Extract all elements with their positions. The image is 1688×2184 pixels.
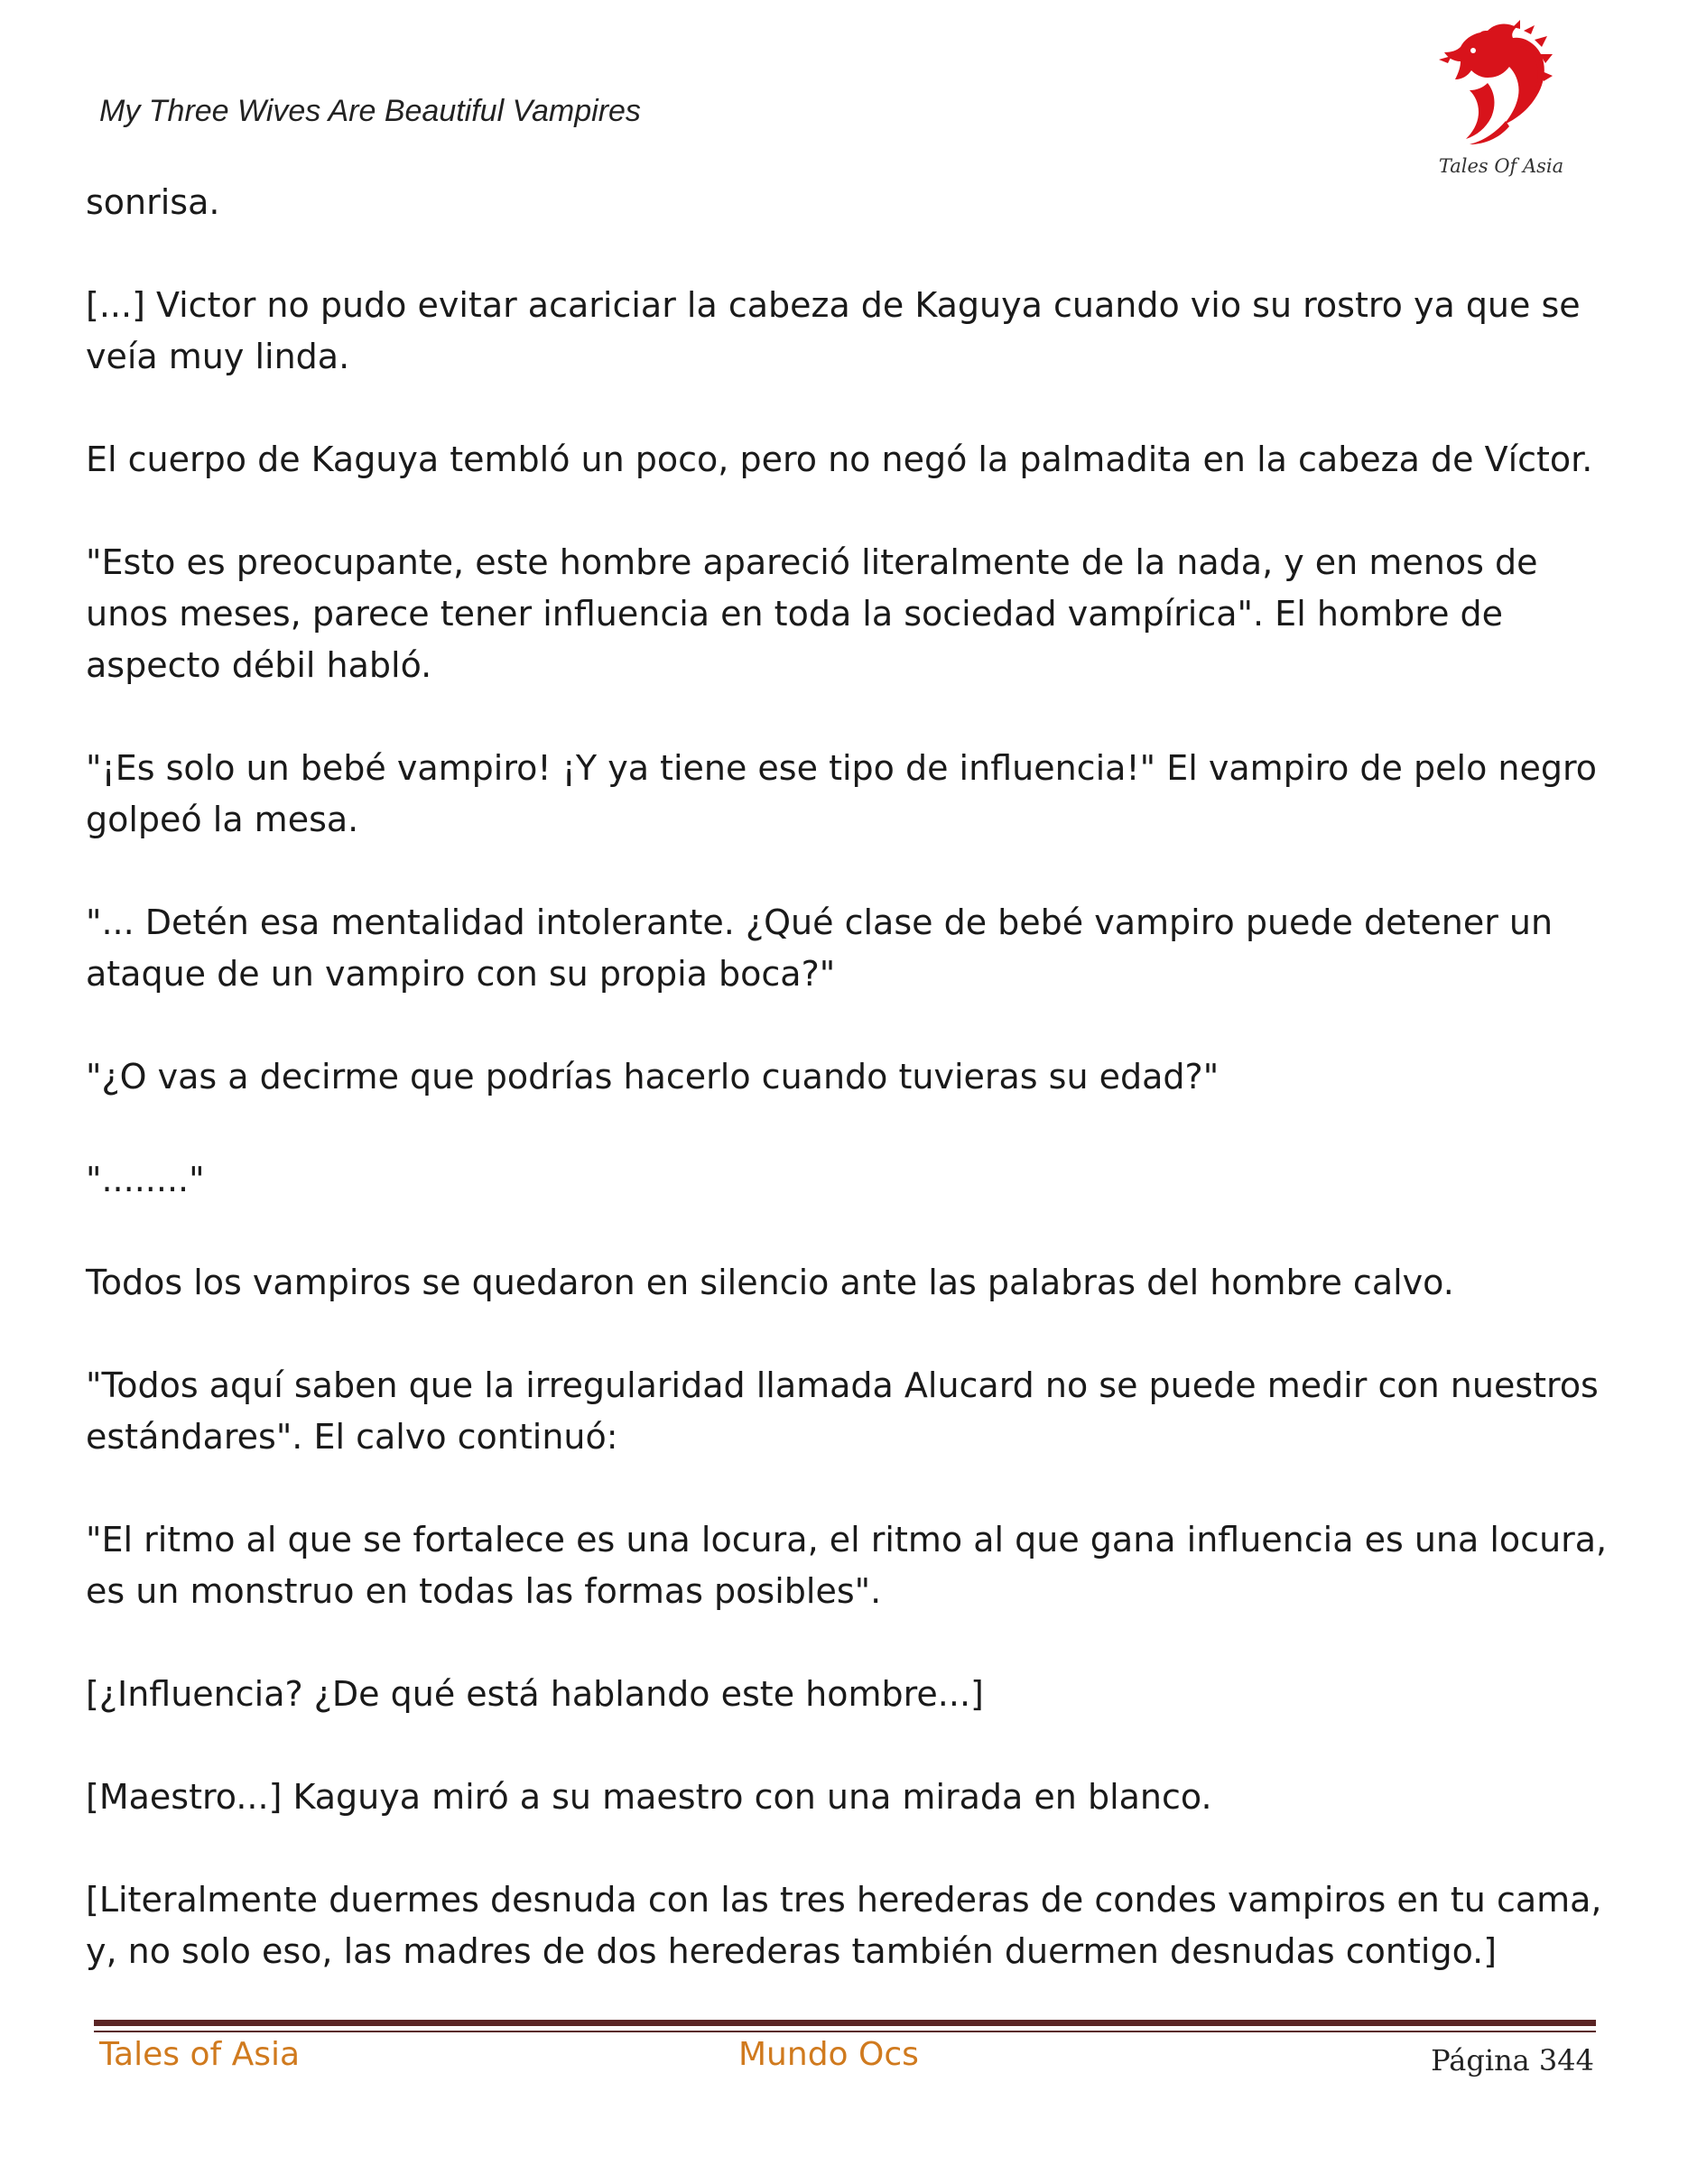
paragraph: [Literalmente duermes desnuda con las tres herederas de condes vampiros en tu cama, y, no solo eso, las madres de dos herederas también duermen desnudas contigo.] bbox=[86, 1880, 1602, 1971]
logo-text: Tales Of Asia bbox=[1438, 155, 1564, 177]
book-title: My Three Wives Are Beautiful Vampires bbox=[99, 94, 641, 128]
paragraph: "¡Es solo un bebé vampiro! ¡Y ya tiene ese tipo de influencia!" El vampiro de pelo negro golpeó la mesa. bbox=[86, 748, 1598, 839]
paragraph: El cuerpo de Kaguya tembló un poco, pero no negó la palmadita en la cabeza de Víctor. bbox=[86, 440, 1593, 479]
footer-site-name: Tales of Asia bbox=[99, 2036, 301, 2073]
paragraph: "... Detén esa mentalidad intolerante. ¿Qué clase de bebé vampiro puede detener un ataque de un vampiro con su propia boca?" bbox=[86, 902, 1554, 994]
page-number: Página 344 bbox=[1431, 2043, 1594, 2078]
paragraph: "Todos aquí saben que la irregularidad llamada Alucard no se puede medir con nuestros estándares". El calvo continuó: bbox=[86, 1365, 1599, 1457]
footer-divider-thick bbox=[94, 2020, 1596, 2026]
paragraph: "¿O vas a decirme que podrías hacerlo cuando tuvieras su edad?" bbox=[86, 1057, 1220, 1097]
paragraph: "Esto es preocupante, este hombre apareció literalmente de la nada, y en menos de unos meses, parece tener influencia en toda la sociedad vampírica". El hombre de aspecto débil habló. bbox=[86, 542, 1538, 685]
paragraph: "........" bbox=[86, 1160, 205, 1199]
paragraph: [¿Influencia? ¿De qué está hablando este hombre...] bbox=[86, 1674, 984, 1714]
footer-section-name: Mundo Ocs bbox=[738, 2036, 919, 2073]
red-dragon-icon bbox=[1433, 20, 1569, 155]
paragraph: Todos los vampiros se quedaron en silencio ante las palabras del hombre calvo. bbox=[86, 1263, 1454, 1302]
paragraph: "El ritmo al que se fortalece es una locura, el ritmo al que gana influencia es una locura, es un monstruo en todas las formas posibles". bbox=[86, 1520, 1608, 1611]
tales-of-asia-logo bbox=[1433, 20, 1569, 180]
footer-divider-thin bbox=[94, 2031, 1596, 2032]
chapter-body bbox=[86, 177, 1611, 2029]
paragraph: [Maestro...] Kaguya miró a su maestro con una mirada en blanco. bbox=[86, 1777, 1212, 1817]
paragraph: sonrisa. bbox=[86, 182, 220, 222]
paragraph: [...] Victor no pudo evitar acariciar la cabeza de Kaguya cuando vio su rostro ya que se veía muy linda. bbox=[86, 285, 1581, 376]
